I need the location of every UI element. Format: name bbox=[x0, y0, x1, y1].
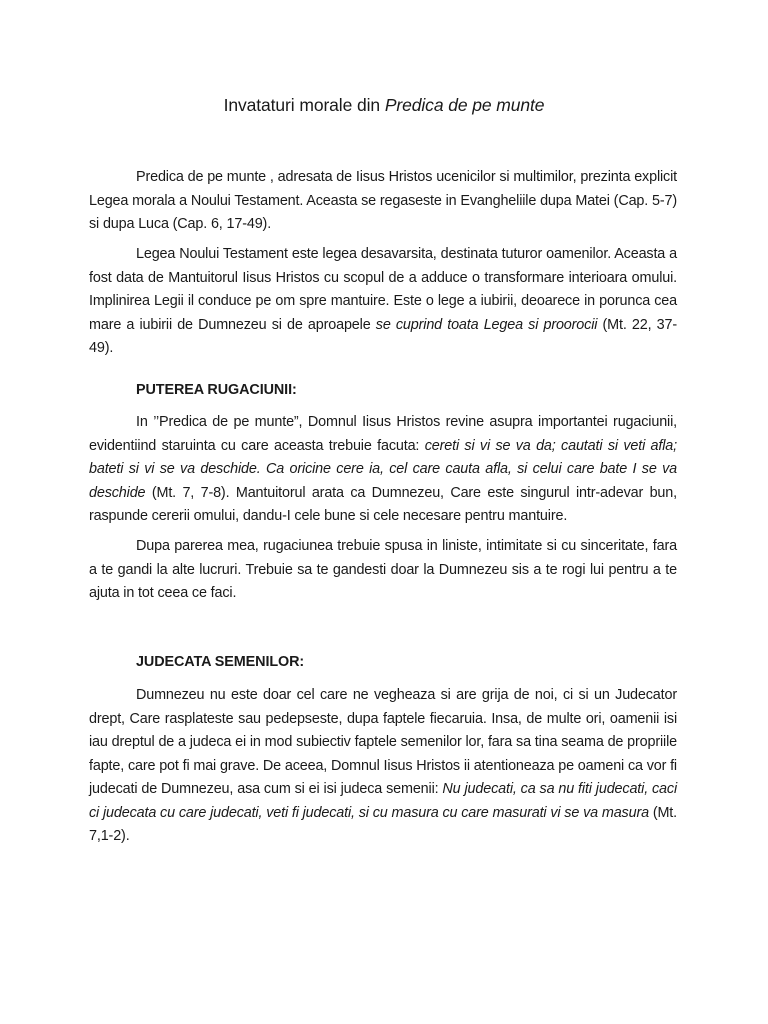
paragraph-law bbox=[89, 243, 677, 361]
paragraph-judgment bbox=[89, 684, 677, 849]
paragraph-judgment-quote: Nu judecati, ca sa nu fiti judecati, caci ci judecata cu care judecati, veti fi judecati, si cu masura cu care masurati vi se va masura bbox=[89, 781, 677, 821]
section-heading-prayer: PUTEREA RUGACIUNII: bbox=[136, 382, 297, 398]
title-italic: Predica de pe munte bbox=[384, 95, 545, 115]
paragraph-law-quote: se cuprind toata Legea si proorocii bbox=[375, 316, 598, 333]
title-regular: Invataturi morale din bbox=[223, 95, 385, 115]
paragraph-prayer-quote: cereti si vi se va da; cautati si veti afla; bateti si vi se va deschide. Ca oricine cere ia, cel care cauta afla, si celui care bate I se va deschide bbox=[89, 437, 678, 501]
paragraph-opinion-text: Dupa parerea mea, rugaciunea trebuie spusa in liniste, intimitate si cu sinceritate, fara a te gandi la alte lucruri. Trebuie sa te gandesti doar la Dumnezeu sis a te rogi lui pentru a te ajuta in tot ceea ce faci. bbox=[89, 538, 677, 601]
paragraph-law-text: Legea Noului Testament este legea desavarsita, destinata tuturor oamenilor. Aceasta a fost data de Mantuitorul Iisus Hristos cu scopul de a adduce o transformare interioara omului. Implinirea Legii il conduce pe om spre mantuire. Este o lege a iubirii, deoarece in porunca cea mare a iubirii de Dumnezeu si de aproapele bbox=[89, 246, 677, 333]
paragraph-prayer-reference: (Mt. 7, 7-8). Mantuitorul arata ca Dumnezeu, Care este singurul intr-adevar bun, raspunde cererii omului, dandu-I cele bune si cele necesare pentru mantuire. bbox=[89, 484, 677, 524]
paragraph-judgment-reference: (Mt. 7,1-2). bbox=[89, 804, 678, 844]
paragraph-intro-text: Predica de pe munte , adresata de Iisus Hristos ucenicilor si multimilor, prezinta explicit Legea morala a Noului Testament. Aceasta se regaseste in Evangheliile dupa Matei (Cap. 5-7) si dupa Luca (Cap. 6, 17-49). bbox=[89, 169, 677, 232]
paragraph-prayer-text: In ’’Predica de pe munte”, Domnul Iisus Hristos revine asupra importantei rugaciunii, evidentiind staruinta cu care aceasta trebuie facuta: bbox=[89, 414, 677, 454]
paragraph-intro bbox=[89, 166, 677, 237]
document-title bbox=[0, 93, 768, 117]
section-heading-judgment: JUDECATA SEMENILOR: bbox=[136, 654, 305, 670]
paragraph-judgment-text: Dumnezeu nu este doar cel care ne vegheaza si are grija de noi, ci si un Judecator drept, Care rasplateste sau pedepseste, dupa faptele fiecaruia. Insa, de multe ori, oamenii isi iau dreptul de a judeca ei in mod subiectiv faptele semenilor lor, fara sa tina seama de propriile fapte, care pot fi mai grave. De aceea, Domnul Iisus Hristos ii atentioneaza pe oameni ca vor fi judecati de Dumnezeu, asa cum si ei isi judeca semenii: bbox=[89, 687, 677, 797]
paragraph-law-reference: (Mt. 22, 37-49). bbox=[89, 316, 678, 356]
paragraph-prayer bbox=[89, 411, 677, 529]
paragraph-opinion bbox=[89, 535, 677, 606]
